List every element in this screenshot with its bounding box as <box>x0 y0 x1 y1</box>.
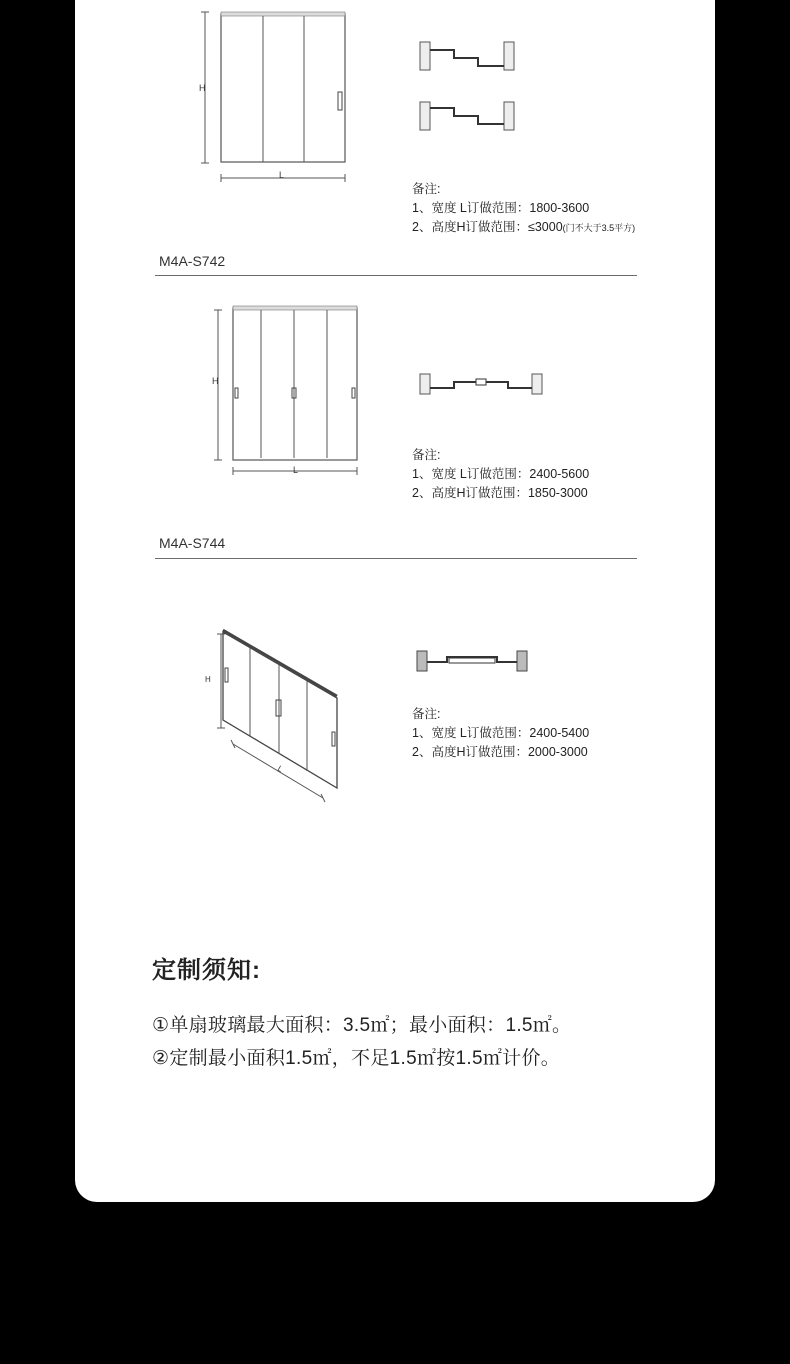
notes-title: 备注: <box>412 448 441 462</box>
height-dim-label: H <box>212 376 219 386</box>
door-elevation-drawing <box>208 300 368 480</box>
notes-title: 备注: <box>412 182 441 196</box>
length-dim-label: L <box>276 763 285 774</box>
width-range-note: 1、宽度 L订做范围：2400-5400 <box>412 726 590 740</box>
door-elevation-drawing <box>195 0 355 190</box>
track-plan-diagram <box>418 36 518 136</box>
area-limit-note: (门不大于3.5平方) <box>562 223 636 233</box>
length-dim-label: L <box>293 465 299 475</box>
content-card <box>75 0 715 1202</box>
customization-item: ①单扇玻璃最大面积：3.5㎡；最小面积：1.5㎡。 <box>152 1015 572 1036</box>
height-dim-label: H <box>205 675 211 684</box>
height-dim-label: H <box>199 83 206 93</box>
track-plan-diagram <box>415 648 535 674</box>
model-label: M4A-S744 <box>159 535 226 551</box>
section-divider <box>155 558 637 559</box>
section-divider <box>155 275 637 276</box>
track-plan-diagram <box>418 370 548 402</box>
height-range-note: 2、高度H订做范围：2000-3000 <box>412 745 588 759</box>
model-label: M4A-S742 <box>159 253 226 269</box>
customization-item: ②定制最小面积1.5㎡，不足1.5㎡按1.5㎡计价。 <box>152 1048 561 1069</box>
door-isometric-drawing <box>195 620 355 820</box>
product-notes <box>412 705 589 762</box>
customization-list <box>152 1009 571 1075</box>
customization-title: 定制须知: <box>152 957 261 984</box>
width-range-note: 1、宽度 L订做范围：2400-5600 <box>412 467 590 481</box>
product-notes <box>412 446 589 503</box>
width-range-note: 1、宽度 L订做范围：1800-3600 <box>412 201 590 215</box>
height-range-note: 2、高度H订做范围：≤3000(门不大于3.5平方) <box>412 220 636 234</box>
product-notes <box>412 180 635 238</box>
notes-title: 备注: <box>412 707 441 721</box>
height-range-note: 2、高度H订做范围：1850-3000 <box>412 486 588 500</box>
length-dim-label: L <box>279 170 285 180</box>
